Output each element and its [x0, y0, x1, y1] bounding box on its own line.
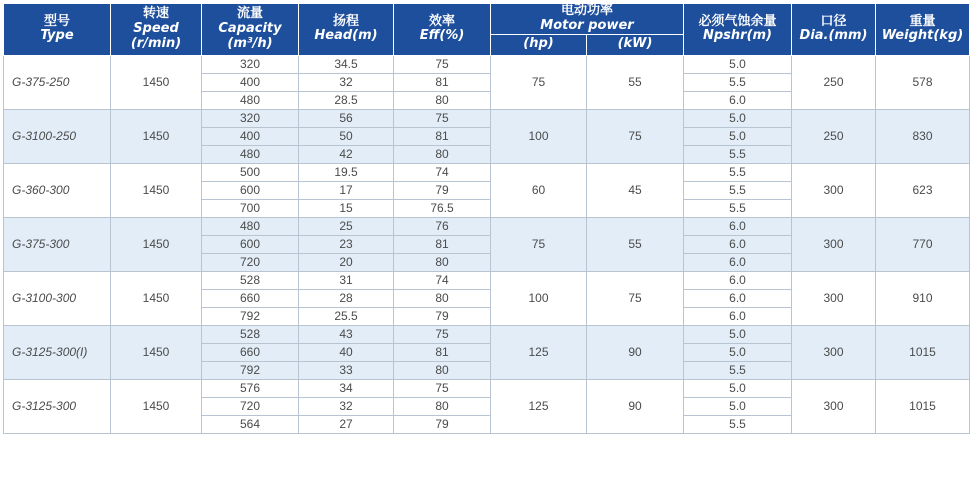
cell-type: G-375-250: [4, 55, 111, 109]
cell-capacity: 660: [202, 343, 299, 361]
header-head: 扬程 Head(m): [299, 4, 394, 56]
cell-capacity: 792: [202, 307, 299, 325]
cell-capacity: 528: [202, 271, 299, 289]
header-kw: (kW): [587, 34, 684, 55]
cell-npshr: 5.5: [684, 73, 792, 91]
cell-npshr: 5.5: [684, 181, 792, 199]
cell-eff: 80: [394, 289, 491, 307]
cell-eff: 80: [394, 253, 491, 271]
cell-head: 20: [299, 253, 394, 271]
cell-npshr: 5.0: [684, 109, 792, 127]
cell-dia: 300: [792, 163, 876, 217]
cell-type: G-360-300: [4, 163, 111, 217]
cell-head: 19.5: [299, 163, 394, 181]
cell-hp: 125: [491, 379, 587, 433]
cell-npshr: 6.0: [684, 289, 792, 307]
cell-eff: 81: [394, 343, 491, 361]
cell-head: 43: [299, 325, 394, 343]
cell-dia: 250: [792, 109, 876, 163]
cell-head: 27: [299, 415, 394, 433]
cell-speed: 1450: [111, 55, 202, 109]
header-speed: 转速 Speed (r/min): [111, 4, 202, 56]
header-capacity: 流量 Capacity (m³/h): [202, 4, 299, 56]
cell-hp: 125: [491, 325, 587, 379]
pump-spec-table: [3, 3, 970, 434]
table-body: [4, 55, 970, 433]
cell-type: G-3125-300(I): [4, 325, 111, 379]
cell-dia: 300: [792, 379, 876, 433]
cell-npshr: 5.5: [684, 163, 792, 181]
cell-weight: 830: [876, 109, 970, 163]
cell-capacity: 480: [202, 91, 299, 109]
cell-capacity: 400: [202, 73, 299, 91]
table-row: [4, 325, 970, 343]
cell-type: G-3125-300: [4, 379, 111, 433]
cell-kw: 75: [587, 271, 684, 325]
cell-head: 33: [299, 361, 394, 379]
cell-head: 25: [299, 217, 394, 235]
header-npshr: 必须气蚀余量 Npshr(m): [684, 4, 792, 56]
cell-speed: 1450: [111, 325, 202, 379]
cell-eff: 81: [394, 127, 491, 145]
cell-eff: 80: [394, 145, 491, 163]
cell-head: 34.5: [299, 55, 394, 73]
cell-eff: 79: [394, 307, 491, 325]
cell-head: 25.5: [299, 307, 394, 325]
cell-type: G-3100-250: [4, 109, 111, 163]
cell-npshr: 6.0: [684, 271, 792, 289]
cell-capacity: 400: [202, 127, 299, 145]
cell-kw: 90: [587, 325, 684, 379]
cell-eff: 80: [394, 397, 491, 415]
cell-head: 23: [299, 235, 394, 253]
cell-head: 28.5: [299, 91, 394, 109]
cell-head: 17: [299, 181, 394, 199]
cell-hp: 75: [491, 217, 587, 271]
cell-npshr: 5.0: [684, 127, 792, 145]
cell-npshr: 5.5: [684, 361, 792, 379]
cell-eff: 74: [394, 271, 491, 289]
cell-weight: 910: [876, 271, 970, 325]
cell-npshr: 5.0: [684, 397, 792, 415]
table-row: [4, 109, 970, 127]
cell-weight: 578: [876, 55, 970, 109]
table-row: [4, 217, 970, 235]
cell-speed: 1450: [111, 109, 202, 163]
header-weight: 重量 Weight(kg): [876, 4, 970, 56]
header-eff: 效率 Eff(%): [394, 4, 491, 56]
cell-head: 40: [299, 343, 394, 361]
cell-head: 32: [299, 73, 394, 91]
cell-hp: 100: [491, 109, 587, 163]
cell-eff: 74: [394, 163, 491, 181]
cell-kw: 55: [587, 55, 684, 109]
cell-eff: 79: [394, 415, 491, 433]
cell-eff: 75: [394, 325, 491, 343]
cell-eff: 75: [394, 55, 491, 73]
cell-capacity: 480: [202, 217, 299, 235]
cell-capacity: 564: [202, 415, 299, 433]
cell-npshr: 5.0: [684, 379, 792, 397]
cell-npshr: 6.0: [684, 253, 792, 271]
cell-head: 34: [299, 379, 394, 397]
cell-dia: 300: [792, 325, 876, 379]
cell-speed: 1450: [111, 271, 202, 325]
cell-head: 31: [299, 271, 394, 289]
cell-npshr: 5.0: [684, 343, 792, 361]
cell-npshr: 6.0: [684, 217, 792, 235]
cell-kw: 45: [587, 163, 684, 217]
cell-weight: 1015: [876, 379, 970, 433]
cell-dia: 300: [792, 271, 876, 325]
header-type: 型号 Type: [4, 4, 111, 56]
cell-hp: 60: [491, 163, 587, 217]
cell-weight: 770: [876, 217, 970, 271]
cell-capacity: 480: [202, 145, 299, 163]
header-dia: 口径 Dia.(mm): [792, 4, 876, 56]
cell-capacity: 320: [202, 55, 299, 73]
cell-capacity: 720: [202, 253, 299, 271]
cell-speed: 1450: [111, 163, 202, 217]
table-row: [4, 163, 970, 181]
cell-npshr: 5.0: [684, 55, 792, 73]
cell-dia: 250: [792, 55, 876, 109]
cell-eff: 76.5: [394, 199, 491, 217]
cell-capacity: 660: [202, 289, 299, 307]
cell-eff: 81: [394, 235, 491, 253]
cell-head: 15: [299, 199, 394, 217]
cell-npshr: 6.0: [684, 91, 792, 109]
cell-npshr: 5.0: [684, 325, 792, 343]
cell-head: 42: [299, 145, 394, 163]
cell-kw: 90: [587, 379, 684, 433]
cell-head: 50: [299, 127, 394, 145]
cell-capacity: 500: [202, 163, 299, 181]
table-row: [4, 55, 970, 73]
cell-head: 28: [299, 289, 394, 307]
cell-weight: 623: [876, 163, 970, 217]
cell-eff: 76: [394, 217, 491, 235]
cell-head: 56: [299, 109, 394, 127]
cell-capacity: 720: [202, 397, 299, 415]
cell-capacity: 320: [202, 109, 299, 127]
cell-eff: 80: [394, 91, 491, 109]
cell-capacity: 528: [202, 325, 299, 343]
cell-speed: 1450: [111, 217, 202, 271]
cell-eff: 79: [394, 181, 491, 199]
cell-dia: 300: [792, 217, 876, 271]
cell-capacity: 792: [202, 361, 299, 379]
cell-type: G-375-300: [4, 217, 111, 271]
cell-eff: 81: [394, 73, 491, 91]
cell-eff: 75: [394, 109, 491, 127]
cell-weight: 1015: [876, 325, 970, 379]
cell-npshr: 6.0: [684, 235, 792, 253]
cell-hp: 75: [491, 55, 587, 109]
cell-capacity: 700: [202, 199, 299, 217]
table-row: [4, 379, 970, 397]
header-hp: (hp): [491, 34, 587, 55]
cell-hp: 100: [491, 271, 587, 325]
cell-capacity: 600: [202, 181, 299, 199]
cell-speed: 1450: [111, 379, 202, 433]
cell-kw: 75: [587, 109, 684, 163]
table-row: [4, 271, 970, 289]
cell-capacity: 576: [202, 379, 299, 397]
cell-npshr: 5.5: [684, 415, 792, 433]
cell-eff: 80: [394, 361, 491, 379]
cell-npshr: 5.5: [684, 145, 792, 163]
header-motor-power: 电动功率 Motor power: [491, 4, 684, 35]
cell-head: 32: [299, 397, 394, 415]
cell-npshr: 6.0: [684, 307, 792, 325]
cell-type: G-3100-300: [4, 271, 111, 325]
cell-kw: 55: [587, 217, 684, 271]
cell-capacity: 600: [202, 235, 299, 253]
cell-npshr: 5.5: [684, 199, 792, 217]
cell-eff: 75: [394, 379, 491, 397]
